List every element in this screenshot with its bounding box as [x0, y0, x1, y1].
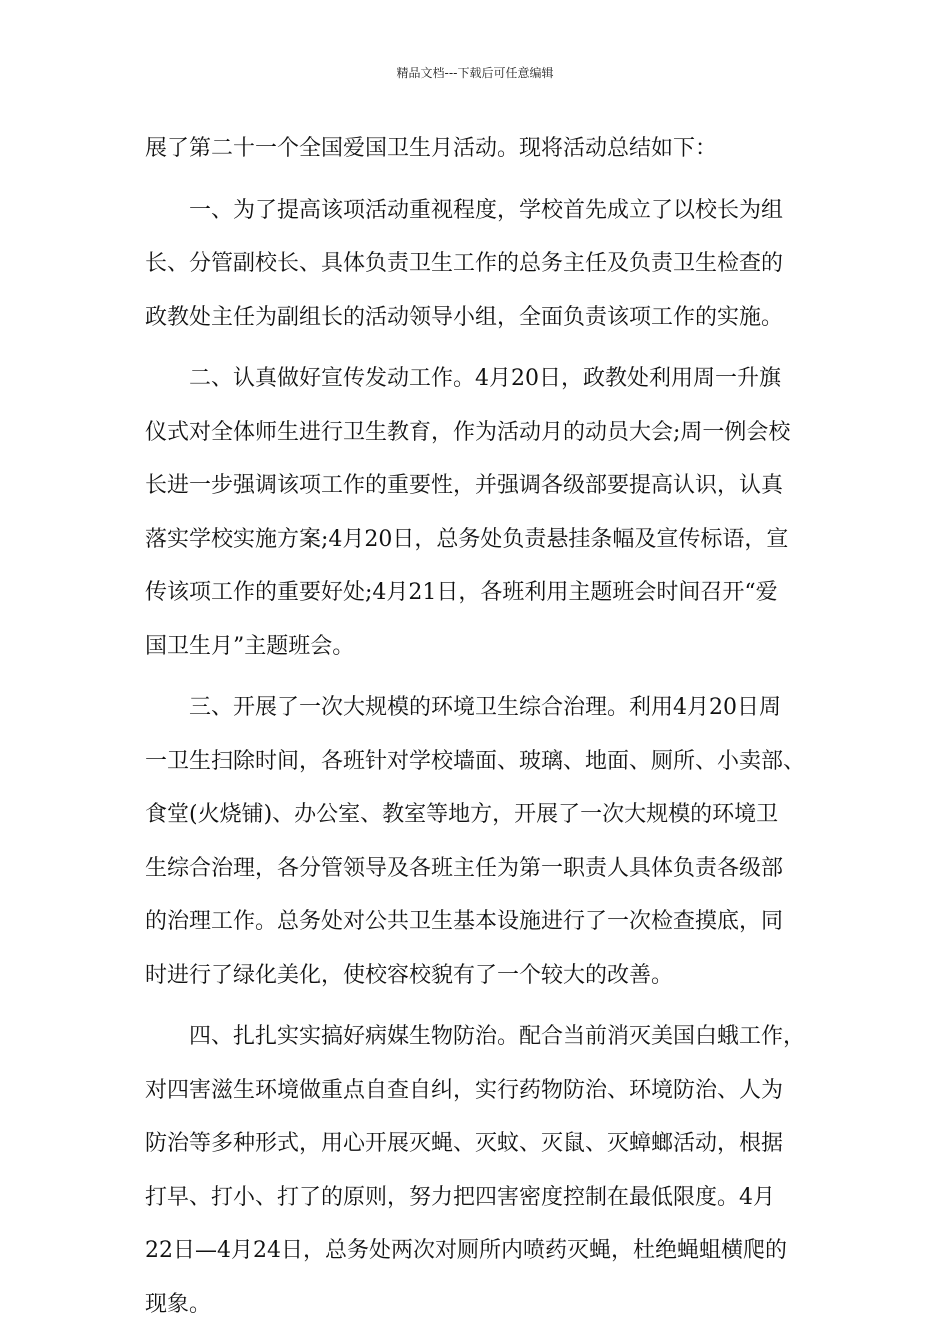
- text-line: 生综合治理，各分管领导及各班主任为第一职责人具体负责各级部: [145, 855, 784, 881]
- text-line: 展了第二十一个全国爱国卫生月活动。现将活动总结如下：: [145, 136, 718, 161]
- text-line: 长进一步强调该项工作的重要性，并强调各级部要提高认识，认真: [145, 473, 784, 498]
- paragraph-gap: [145, 344, 821, 352]
- paragraph-intro: [145, 122, 821, 176]
- paragraph-section-one: [145, 184, 821, 345]
- paragraph-section-two: [145, 352, 821, 673]
- paragraph-gap: [145, 176, 821, 184]
- text-line: 长、分管副校长、具体负责卫生工作的总务主任及负责卫生检查的: [145, 251, 784, 276]
- text-line: 防治等多种形式，用心开展灭蝇、灭蚊、灭鼠、灭蟑螂活动，根据: [145, 1131, 784, 1156]
- paragraph-gap: [145, 1002, 821, 1010]
- text-line: 食堂(火烧铺)、办公室、教室等地方，开展了一次大规模的环境卫: [145, 802, 779, 827]
- document-body: [145, 122, 821, 1331]
- text-line: 对四害滋生环境做重点自查自纠，实行药物防治、环境防治、人为: [145, 1077, 784, 1103]
- text-line: 国卫生月”主题班会。: [145, 633, 355, 659]
- page-header: 精品文档---下载后可任意编辑: [396, 66, 554, 80]
- text-line: 一、为了提高该项活动重视程度，学校首先成立了以校长为组: [145, 197, 784, 223]
- text-line: 现象。: [145, 1291, 212, 1317]
- paragraph-section-three: [145, 681, 821, 1002]
- text-line: 传该项工作的重要好处;4月21日，各班利用主题班会时间召开“爱: [145, 580, 778, 605]
- paragraph-gap: [145, 673, 821, 681]
- text-line: 时进行了绿化美化，使校容校貌有了一个较大的改善。: [145, 962, 674, 988]
- text-line: 落实学校实施方案;4月20日，总务处负责悬挂条幅及宣传标语，宣: [145, 526, 789, 552]
- text-line: 三、开展了一次大规模的环境卫生综合治理。利用4月20日周: [145, 695, 781, 720]
- text-line: 打早、打小、打了的原则，努力把四害密度控制在最低限度。4月: [145, 1184, 775, 1210]
- text-line: 四、扎扎实实搞好病媒生物防治。配合当前消灭美国白蛾工作，: [145, 1024, 806, 1049]
- text-line: 政教处主任为副组长的活动领导小组，全面负责该项工作的实施。: [145, 304, 784, 330]
- text-line: 22日—4月24日，总务处两次对厕所内喷药灭蝇，杜绝蝇蛆横爬的: [145, 1238, 787, 1263]
- text-line: 一卫生扫除时间，各班针对学校墙面、玻璃、地面、厕所、小卖部、: [145, 748, 806, 774]
- text-line: 二、认真做好宣传发动工作。4月20日，政教处利用周一升旗: [145, 366, 781, 391]
- paragraph-section-four: [145, 1010, 821, 1331]
- text-line: 的治理工作。总务处对公共卫生基本设施进行了一次检查摸底，同: [145, 909, 784, 934]
- text-line: 仪式对全体师生进行卫生教育，作为活动月的动员大会;周一例会校: [145, 419, 791, 445]
